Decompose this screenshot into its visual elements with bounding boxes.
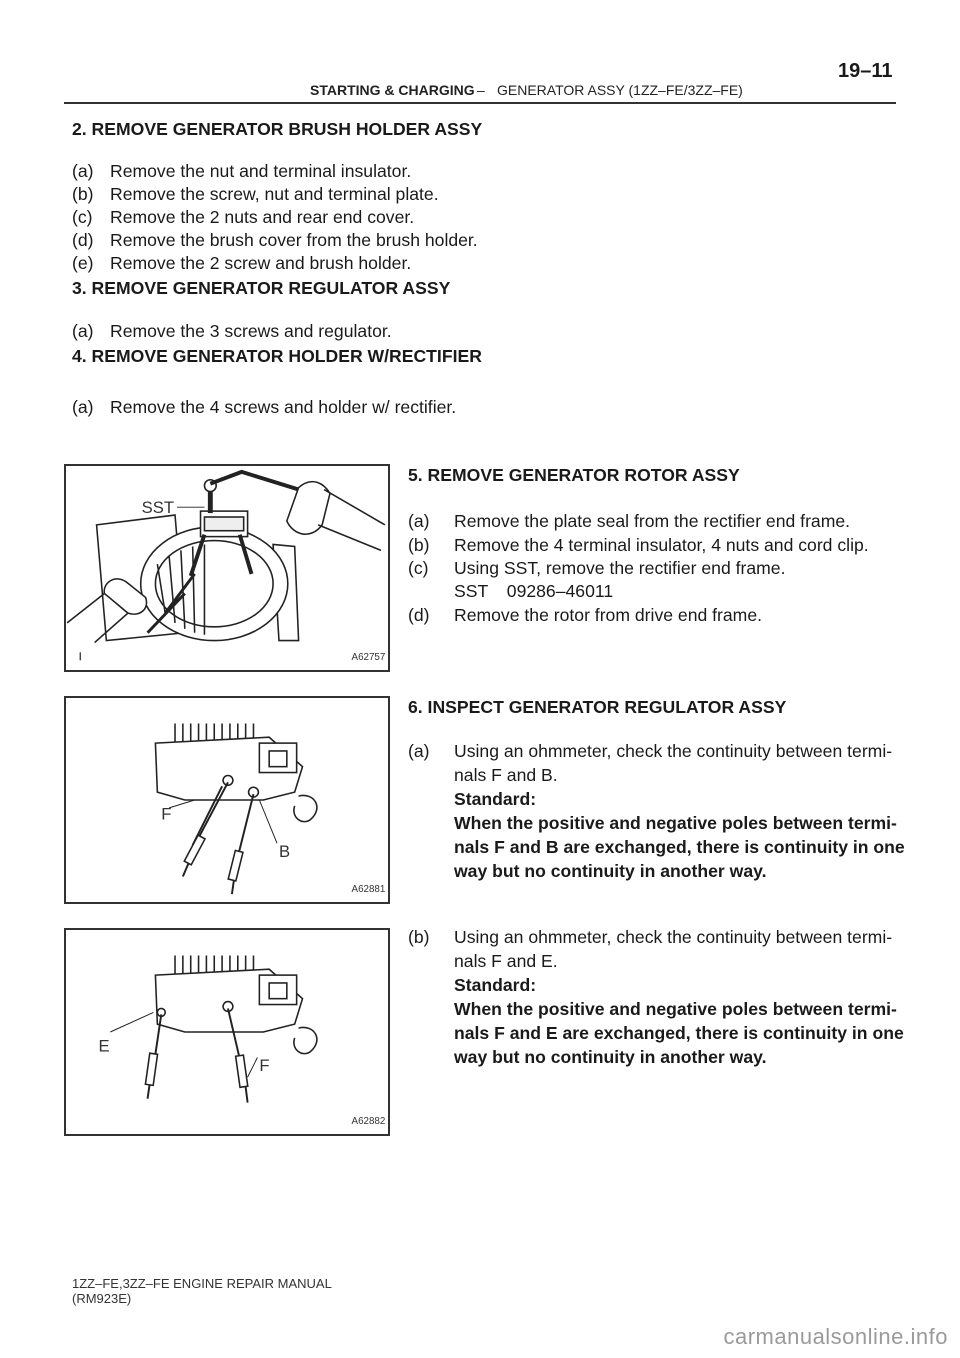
step-2b-text: Remove the screw, nut and terminal plate. <box>110 184 439 204</box>
step-4-title: 4. REMOVE GENERATOR HOLDER W/RECTIFIER <box>72 346 482 366</box>
label-sst: SST <box>141 498 175 518</box>
regulator-fe-illustration <box>66 930 388 1134</box>
regulator-fb-illustration <box>66 698 388 902</box>
step-3a-label: (a) <box>72 321 94 341</box>
step-4a-label: (a) <box>72 397 94 417</box>
step-2c-label: (c) <box>72 207 93 227</box>
step-2d-label: (d) <box>72 230 94 250</box>
step-5d-text: Remove the rotor from drive end frame. <box>454 605 763 625</box>
step-2e-label: (e) <box>72 253 94 273</box>
sst-number: SST 09286–46011 <box>454 581 614 601</box>
label-terminal-e: E <box>98 1036 110 1056</box>
step-5c-text: Using SST, remove the rectifier end frame. <box>454 558 786 578</box>
step-6b-std2: nals F and E are exchanged, there is continuity in one <box>454 1023 904 1043</box>
header-rule <box>64 102 896 104</box>
step-6a-std2: nals F and B are exchanged, there is continuity in one <box>454 837 905 857</box>
figure-id-a62881: A62881 <box>351 884 386 896</box>
step-6b-std1: When the positive and negative poles between termi- <box>454 999 897 1019</box>
figure-id-a62882: A62882 <box>351 1116 386 1128</box>
figure-id-a62757: A62757 <box>351 652 386 664</box>
step-6a-std3: way but no continuity in another way. <box>454 861 767 881</box>
figure-badge: ꞁ <box>78 650 82 662</box>
step-2e-text: Remove the 2 screw and brush holder. <box>110 253 412 273</box>
step-2a-label: (a) <box>72 161 94 181</box>
step-2b-label: (b) <box>72 184 94 204</box>
label-terminal-b: B <box>278 841 291 861</box>
label-terminal-f: F <box>161 804 172 824</box>
step-6a-line1: Using an ohmmeter, check the continuity between termi- <box>454 741 893 761</box>
subsection-title: GENERATOR ASSY (1ZZ–FE/3ZZ–FE) <box>497 82 743 98</box>
header-separator: – <box>477 82 485 98</box>
section-title: STARTING & CHARGING <box>310 82 475 98</box>
step-6-title: 6. INSPECT GENERATOR REGULATOR ASSY <box>408 697 787 717</box>
step-4a-text: Remove the 4 screws and holder w/ rectifier. <box>110 397 457 417</box>
label-terminal-f: F <box>259 1056 270 1076</box>
step-5b-text: Remove the 4 terminal insulator, 4 nuts and cord clip. <box>454 535 869 555</box>
page-number: 19–11 <box>838 60 893 82</box>
footer-manual-title: 1ZZ–FE,3ZZ–FE ENGINE REPAIR MANUAL <box>72 1276 332 1291</box>
step-5a-text: Remove the plate seal from the rectifier end frame. <box>454 511 851 531</box>
footer-manual-code: (RM923E) <box>72 1291 132 1306</box>
step-6a-label: (a) <box>408 741 430 761</box>
step-2d-text: Remove the brush cover from the brush holder. <box>110 230 478 250</box>
figure-a62882 <box>64 928 390 1136</box>
step-5-title: 5. REMOVE GENERATOR ROTOR ASSY <box>408 465 740 485</box>
step-5c-label: (c) <box>408 558 429 578</box>
step-6b-line1: Using an ohmmeter, check the continuity between termi- <box>454 927 893 947</box>
step-6a-line2: nals F and B. <box>454 765 558 785</box>
watermark: carmanualsonline.info <box>723 1324 948 1349</box>
step-5a-label: (a) <box>408 511 430 531</box>
step-6b-label: (b) <box>408 927 430 947</box>
step-6a-standard: Standard: <box>454 789 537 809</box>
step-3a-text: Remove the 3 screws and regulator. <box>110 321 392 341</box>
step-2-title: 2. REMOVE GENERATOR BRUSH HOLDER ASSY <box>72 119 483 139</box>
step-5b-label: (b) <box>408 535 430 555</box>
step-2a-text: Remove the nut and terminal insulator. <box>110 161 412 181</box>
step-6b-standard: Standard: <box>454 975 537 995</box>
step-6a-std1: When the positive and negative poles between termi- <box>454 813 897 833</box>
step-6b-std3: way but no continuity in another way. <box>454 1047 767 1067</box>
figure-a62881 <box>64 696 390 904</box>
alternator-sst-illustration <box>66 466 388 670</box>
step-6b-line2: nals F and E. <box>454 951 558 971</box>
step-3-title: 3. REMOVE GENERATOR REGULATOR ASSY <box>72 278 451 298</box>
figure-a62757 <box>64 464 390 672</box>
step-5d-label: (d) <box>408 605 430 625</box>
step-2c-text: Remove the 2 nuts and rear end cover. <box>110 207 415 227</box>
